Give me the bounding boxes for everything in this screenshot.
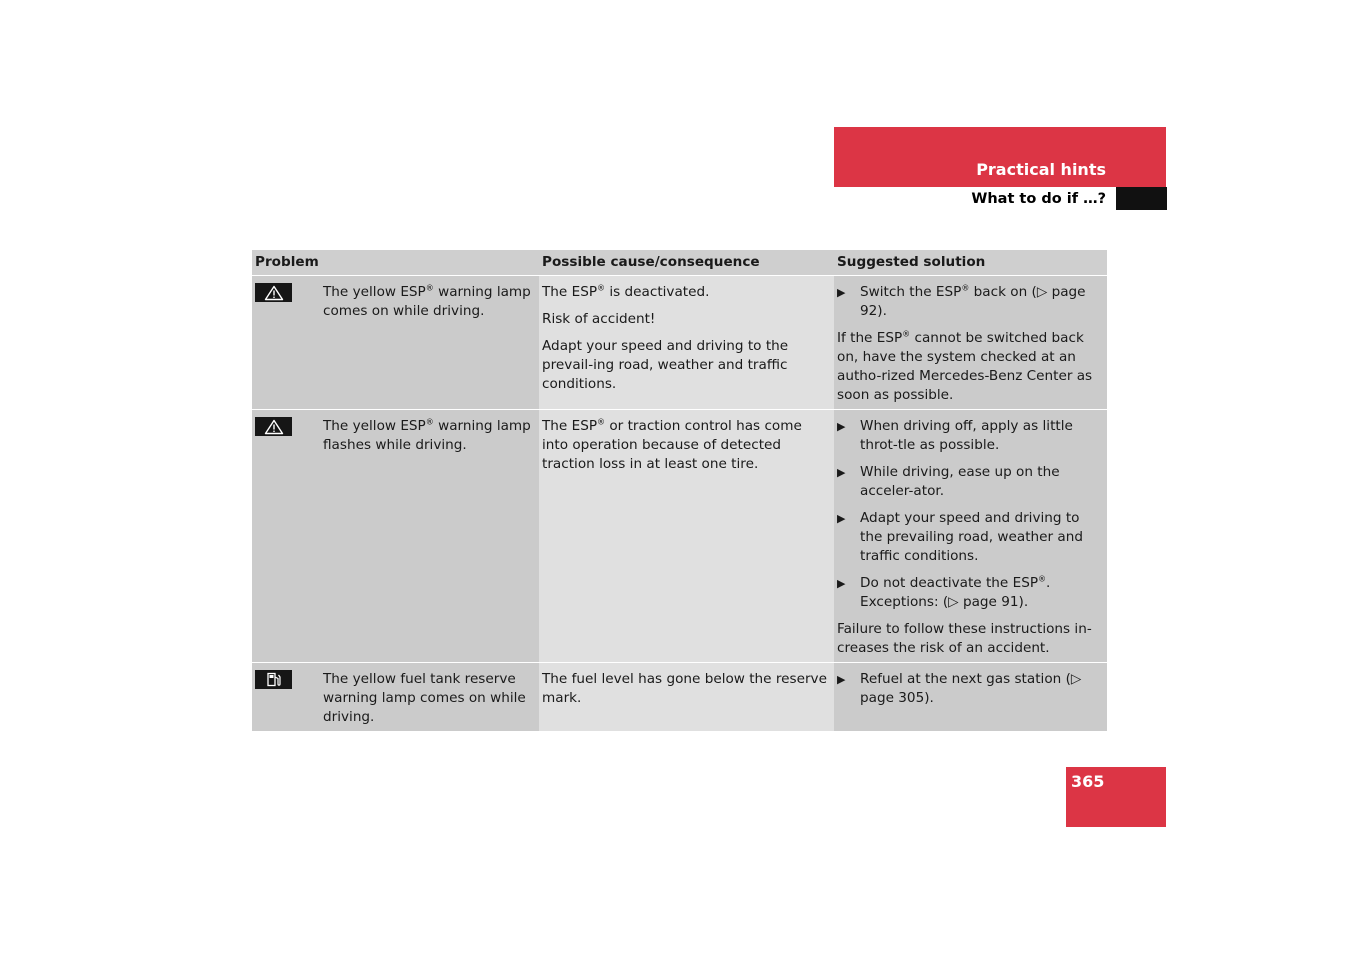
cause-text: The fuel level has gone below the reserve mark.	[539, 663, 834, 732]
solution-text: ▶ Switch the ESP® back on (▷ page 92). If the ESP® cannot be switched back on, have the system checked at an autho-rized Mercedes-Benz Center as soon as possible.	[834, 276, 1107, 410]
troubleshooting-table	[252, 250, 1107, 731]
problem-text: The yellow ESP® warning lamp flashes while driving.	[320, 410, 539, 663]
table-row	[252, 663, 1107, 732]
bullet-arrow-icon: ▶	[837, 466, 846, 479]
cause-text: The ESP® or traction control has come into operation because of detected traction loss in at least one tire.	[539, 410, 834, 663]
cause-text: The ESP® is deactivated. Risk of accident! Adapt your speed and driving to the prevail-ing road, weather and traffic conditions.	[539, 276, 834, 410]
bullet-arrow-icon: ▶	[837, 286, 846, 299]
fuel-pump-icon	[255, 670, 292, 689]
bullet-arrow-icon: ▶	[837, 577, 846, 590]
table-row	[252, 410, 1107, 663]
warning-triangle-icon	[255, 283, 292, 302]
table-row	[252, 276, 1107, 410]
solution-text: ▶ Refuel at the next gas station (▷ page 305).	[834, 663, 1107, 732]
header-solution: Suggested solution	[834, 250, 1107, 276]
bullet-arrow-icon: ▶	[837, 512, 846, 525]
bullet-arrow-icon: ▶	[837, 420, 846, 433]
section-title: Practical hints	[976, 160, 1106, 179]
problem-text: The yellow fuel tank reserve warning lamp comes on while driving.	[320, 663, 539, 732]
header-cause: Possible cause/consequence	[539, 250, 834, 276]
page-number: 365	[1071, 772, 1105, 791]
problem-text: The yellow ESP® warning lamp comes on while driving.	[320, 276, 539, 410]
bullet-arrow-icon: ▶	[837, 673, 846, 686]
subsection-title: What to do if …?	[971, 191, 1106, 207]
header-problem: Problem	[252, 250, 539, 276]
section-tab-marker	[1116, 187, 1167, 210]
warning-triangle-icon	[255, 417, 292, 436]
solution-text: ▶ When driving off, apply as little throt-tle as possible. ▶ While driving, ease up on the acceler-ator. ▶ Adapt your speed and driving to the prevailing road, weather and traffic conditions. ▶ Do not deactivate the ESP®. Exceptions: (▷ page 91). Failure to follow these instructions in-creases the risk of an accident.	[834, 410, 1107, 663]
